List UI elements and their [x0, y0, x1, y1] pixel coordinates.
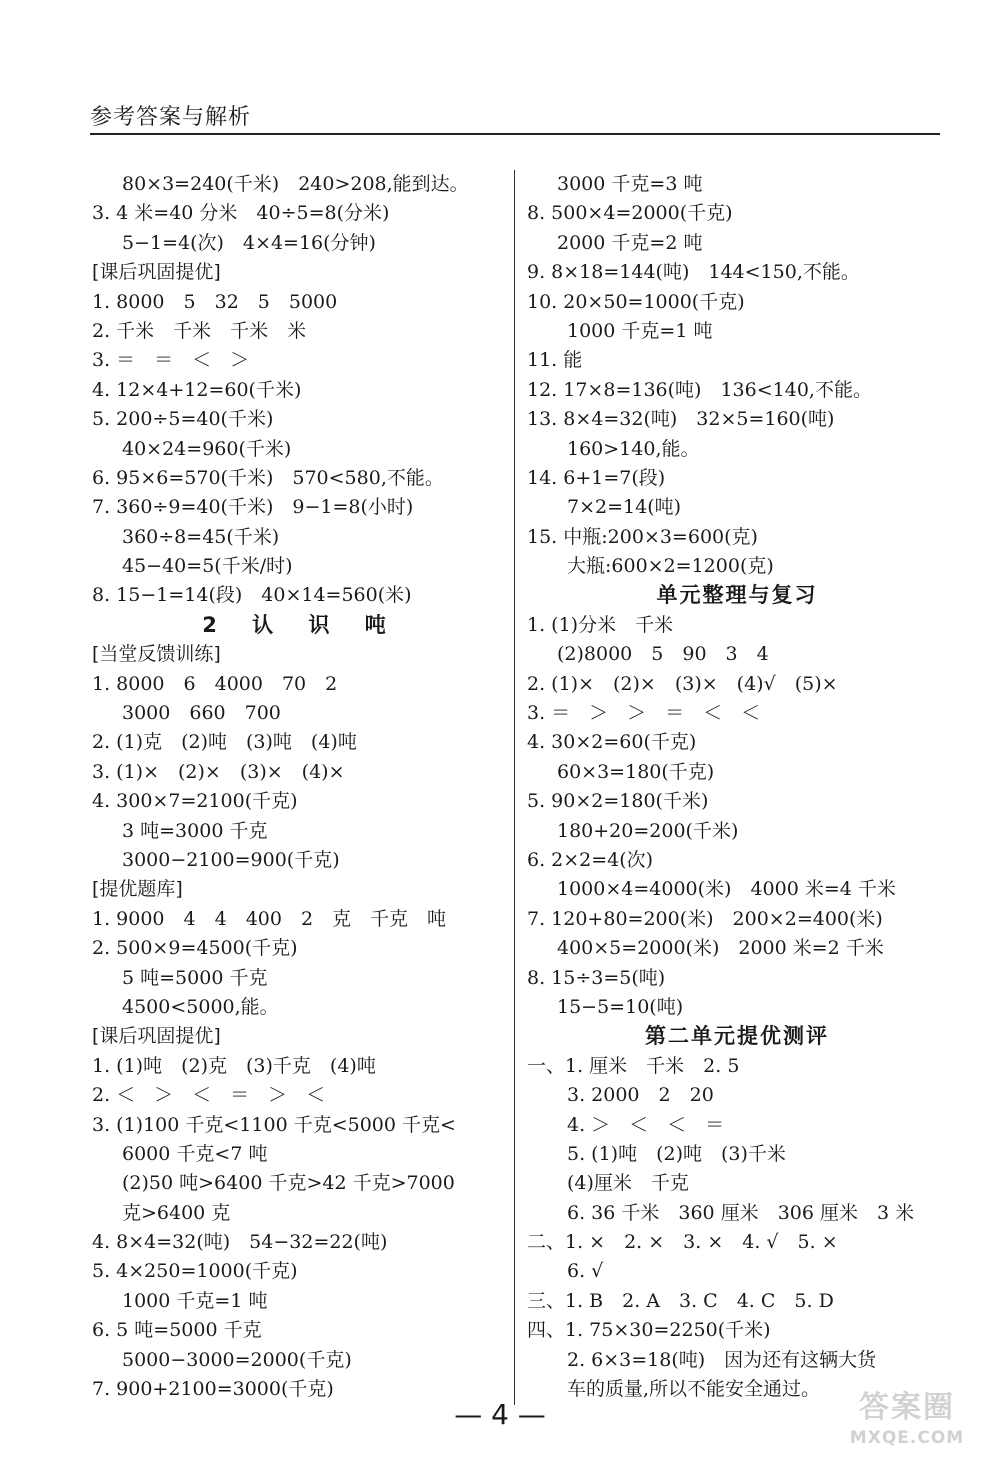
answer-line: 7×2=14(吨)	[567, 496, 682, 519]
answer-line: 大瓶:600×2=1200(克)	[567, 555, 774, 578]
answer-line: 1. 9000 4 4 400 2 克 千克 吨	[92, 907, 447, 930]
answer-line: 7. 120+80=200(米) 200×2=400(米)	[527, 907, 883, 930]
answer-line: 1000 千克=1 吨	[122, 1289, 268, 1312]
answer-line: 二、1. × 2. × 3. × 4. √ 5. ×	[527, 1231, 838, 1254]
answer-line: 8. 15÷3=5(吨)	[527, 966, 666, 989]
running-header: 参考答案与解析	[90, 105, 252, 130]
answer-line: 2. 千米 千米 千米 米	[92, 319, 307, 342]
answer-line: 一、1. 厘米 千米 2. 5	[527, 1054, 740, 1077]
answer-line: (4)厘米 千克	[567, 1172, 689, 1195]
watermark-logo	[832, 1388, 982, 1463]
answer-line: 60×3=180(千克)	[557, 760, 715, 783]
section-label: [课后巩固提优]	[92, 1025, 221, 1048]
answer-line: 80×3=240(千米) 240>208,能到达。	[122, 173, 469, 195]
watermark-site-text: MXQE.COM	[849, 1428, 965, 1448]
answer-line: 3. (1)× (2)× (3)× (4)×	[92, 760, 345, 783]
left-answer-column	[92, 170, 510, 1404]
answer-line: 克>6400 克	[122, 1201, 231, 1224]
answer-line: 5. (1)吨 (2)吨 (3)千米	[567, 1142, 786, 1165]
answer-line: 4. ＞ ＜ ＜ ＝	[567, 1113, 725, 1136]
answer-line: 9. 8×18=144(吨) 144<150,不能。	[527, 261, 860, 284]
answer-line: 10. 20×50=1000(千克)	[527, 290, 745, 313]
answer-line: 160>140,能。	[567, 437, 700, 460]
answer-line: 15−5=10(吨)	[557, 995, 684, 1018]
answer-line: 45−40=5(千米/时)	[122, 555, 293, 578]
answer-line: 3. 4 米=40 分米 40÷5=8(分米)	[92, 202, 390, 225]
section-heading: 第二单元提优测评	[645, 1024, 829, 1049]
answer-line: 5. 4×250=1000(千克)	[92, 1260, 298, 1283]
answer-line: 6. 95×6=570(千米) 570<580,不能。	[92, 466, 444, 489]
section-heading: 单元整理与复习	[656, 583, 818, 608]
answer-line: 8. 15−1=14(段) 40×14=560(米)	[92, 584, 412, 607]
answer-line: 400×5=2000(米) 2000 米=2 千米	[557, 937, 884, 960]
answer-line: 40×24=960(千米)	[122, 437, 292, 460]
answer-line: 3. ＝ ＝ ＜ ＞	[92, 349, 250, 372]
answer-line: 15. 中瓶:200×3=600(克)	[527, 525, 758, 548]
answer-line: 3 吨=3000 千克	[122, 819, 268, 842]
answer-line: 1. (1)分米 千米	[527, 613, 674, 636]
answer-line: 4. 12×4+12=60(千米)	[92, 378, 302, 401]
answer-line: 4. 8×4=32(吨) 54−32=22(吨)	[92, 1231, 388, 1254]
answer-line: (2)50 吨>6400 千克>42 千克>7000	[122, 1172, 455, 1195]
answer-line: 6. 5 吨=5000 千克	[92, 1319, 262, 1342]
answer-line: 6. √	[567, 1260, 604, 1283]
answer-line: 2. ＜ ＞ ＜ ＝ ＞ ＜	[92, 1084, 326, 1107]
answer-line: 3000 660 700	[122, 702, 281, 725]
answer-line: 8. 500×4=2000(千克)	[527, 202, 733, 225]
answer-line: 3. 2000 2 20	[567, 1084, 714, 1107]
section-label: [提优题库]	[92, 878, 183, 901]
answer-line: 3000−2100=900(千克)	[122, 848, 340, 871]
answer-line: 4. 30×2=60(千克)	[527, 731, 697, 754]
answer-line: 11. 能	[527, 349, 583, 372]
answer-line: 1000×4=4000(米) 4000 米=4 千米	[557, 878, 896, 901]
answer-line: 2. 500×9=4500(千克)	[92, 937, 298, 960]
answer-line: 3. ＝ ＞ ＞ ＝ ＜ ＜	[527, 702, 761, 725]
answer-line: 360÷8=45(千米)	[122, 525, 280, 548]
answer-line: 2000 千克=2 吨	[557, 231, 703, 254]
answer-line: 3000 千克=3 吨	[557, 173, 703, 195]
answer-line: 180+20=200(千米)	[557, 819, 739, 842]
section-label: [课后巩固提优]	[92, 261, 221, 284]
header-rule	[90, 133, 940, 135]
answer-line: 7. 360÷9=40(千米) 9−1=8(小时)	[92, 496, 414, 519]
answer-line: 2. (1)× (2)× (3)× (4)√ (5)×	[527, 672, 838, 695]
answer-line: 6. 36 千米 360 厘米 306 厘米 3 米	[567, 1201, 915, 1224]
section-label: [当堂反馈训练]	[92, 643, 221, 666]
section-heading: 2 认 识 吨	[202, 612, 400, 637]
answer-line: 5. 200÷5=40(千米)	[92, 408, 274, 431]
watermark-logo-text: 答案圈	[859, 1390, 955, 1425]
answer-line: 6. 2×2=4(次)	[527, 848, 654, 871]
column-divider	[514, 170, 515, 1405]
answer-line: 5 吨=5000 千克	[122, 966, 268, 989]
answer-line: 12. 17×8=136(吨) 136<140,不能。	[527, 378, 872, 401]
answer-line: 1000 千克=1 吨	[567, 319, 713, 342]
answer-line: 4. 300×7=2100(千克)	[92, 790, 298, 813]
answer-line: 13. 8×4=32(吨) 32×5=160(吨)	[527, 408, 835, 431]
answer-line: 5. 90×2=180(千米)	[527, 790, 709, 813]
answer-line: 3. (1)100 千克<1100 千克<5000 千克<	[92, 1113, 456, 1136]
answer-line: 三、1. B 2. A 3. C 4. C 5. D	[527, 1289, 834, 1312]
answer-line: 5−1=4(次) 4×4=16(分钟)	[122, 231, 376, 254]
answer-line: 5000−3000=2000(千克)	[122, 1348, 352, 1371]
answer-line: 6000 千克<7 吨	[122, 1142, 268, 1165]
answer-line: 四、1. 75×30=2250(千米)	[527, 1319, 771, 1342]
answer-line: 车的质量,所以不能安全通过。	[567, 1378, 821, 1401]
answer-line: 14. 6+1=7(段)	[527, 466, 666, 489]
answer-line: 7. 900+2100=3000(千克)	[92, 1378, 334, 1401]
right-answer-column	[527, 170, 947, 1404]
answer-line: 1. 8000 5 32 5 5000	[92, 290, 338, 313]
answer-line: 2. (1)克 (2)吨 (3)吨 (4)吨	[92, 731, 357, 754]
page-number: — 4 —	[454, 1398, 546, 1431]
answer-line: 4500<5000,能。	[122, 995, 279, 1018]
answer-line: 1. 8000 6 4000 70 2	[92, 672, 338, 695]
answer-line: 1. (1)吨 (2)克 (3)千克 (4)吨	[92, 1054, 376, 1077]
answer-line: 2. 6×3=18(吨) 因为还有这辆大货	[567, 1348, 877, 1371]
answer-line: (2)8000 5 90 3 4	[557, 643, 769, 666]
